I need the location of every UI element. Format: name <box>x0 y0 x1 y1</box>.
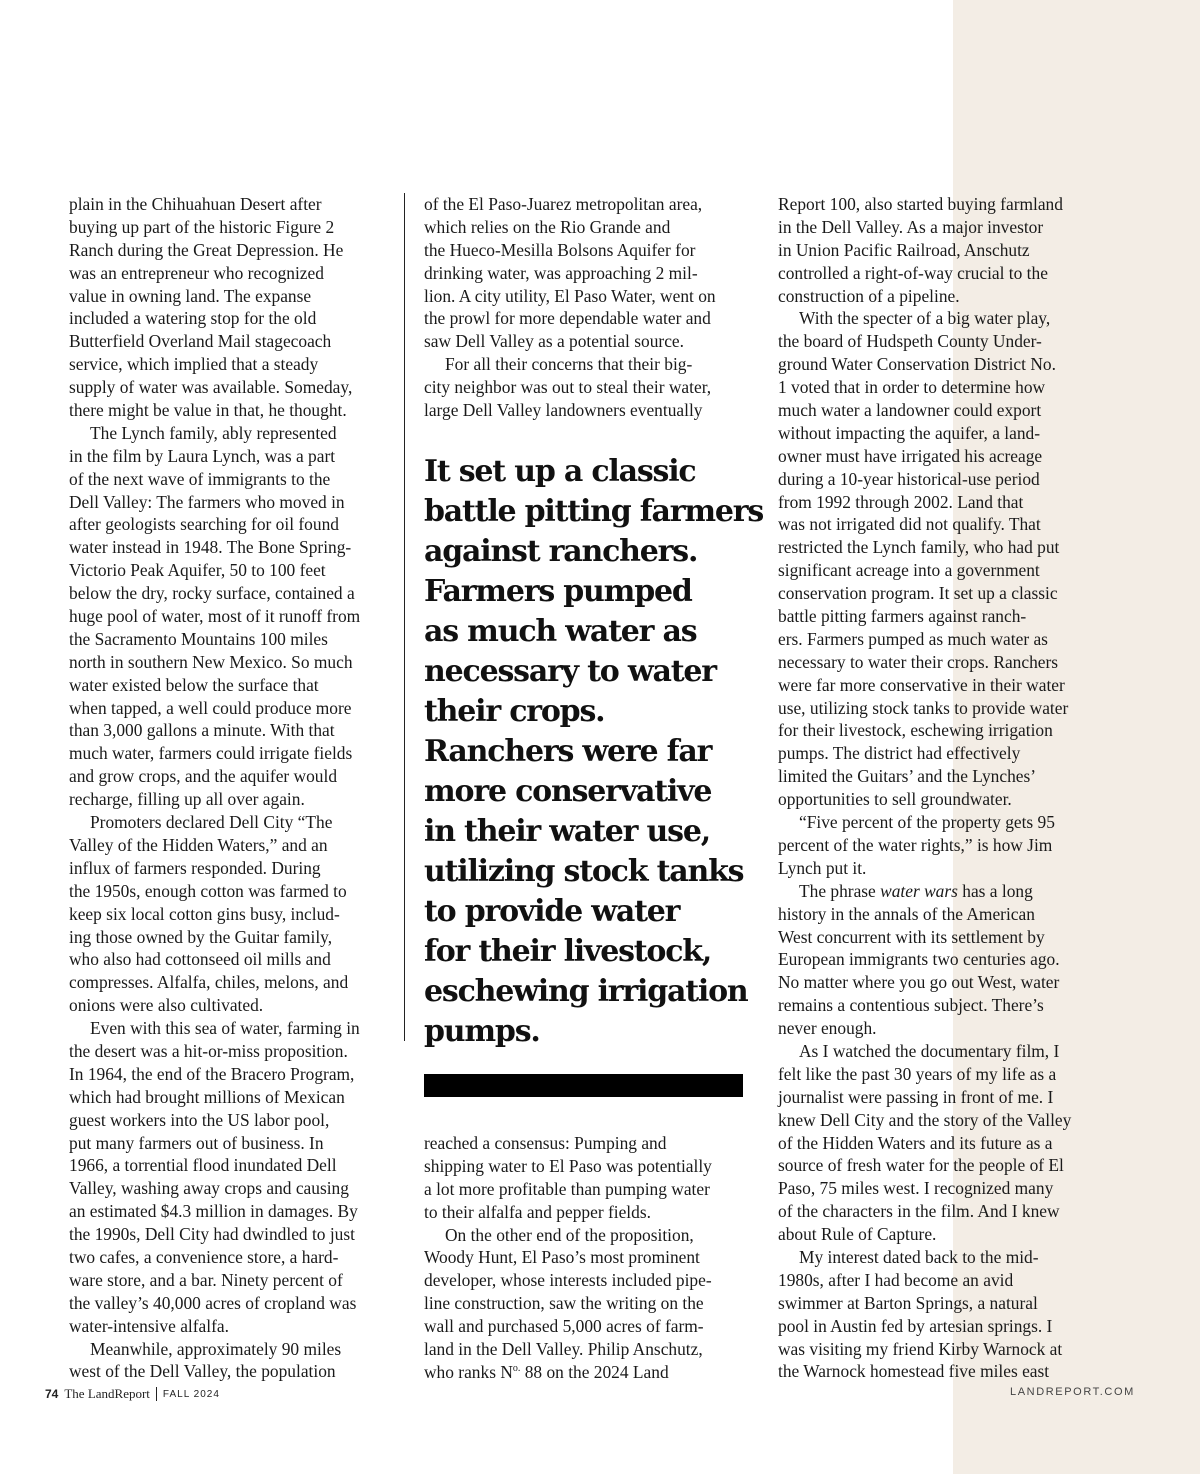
italic-phrase: water wars <box>880 880 958 901</box>
text-line: much water, farmers could irrigate fields <box>69 743 353 764</box>
text-fragment: has a long <box>957 880 1033 901</box>
text-line: For all their concerns that their big- <box>445 354 693 375</box>
pull-quote-line: utilizing stock tanks <box>424 854 744 889</box>
text-line: On the other end of the proposition, <box>445 1224 694 1245</box>
pull-quote-line: in their water use, <box>424 814 710 849</box>
website-label: LANDREPORT.COM <box>1010 1386 1135 1398</box>
pull-quote-line: pumps. <box>424 1014 540 1049</box>
pull-quote-line: battle pitting farmers <box>424 494 764 529</box>
text-line: to their alfalfa and pepper fields. <box>424 1201 651 1222</box>
pull-quote-line: against ranchers. <box>424 534 698 569</box>
text-line: source of fresh water for the people of El <box>778 1155 1064 1176</box>
text-line: when tapped, a well could produce more <box>69 697 352 718</box>
text-line: the Sacramento Mountains 100 miles <box>69 628 328 649</box>
text-line: the 1950s, enough cotton was farmed to <box>69 880 347 901</box>
text-line: large Dell Valley landowners eventually <box>424 400 703 421</box>
text-line: In 1964, the end of the Bracero Program, <box>69 1063 355 1084</box>
text-line: 1980s, after I had become an avid <box>778 1269 1014 1290</box>
text-line: European immigrants two centuries ago. <box>778 949 1060 970</box>
text-line: 1966, a torrential flood inundated Dell <box>69 1155 337 1176</box>
text-line: after geologists searching for oil found <box>69 514 339 535</box>
text-line: the desert was a hit-or-miss proposition. <box>69 1040 348 1061</box>
text-fragment: The phrase <box>799 880 881 901</box>
pull-quote-line: for their livestock, <box>424 934 712 969</box>
text-line: the Hueco-Mesilla Bolsons Aquifer for <box>424 239 696 260</box>
text-line: Lynch put it. <box>778 857 867 878</box>
pull-quote-line: to provide water <box>424 894 680 929</box>
pull-quote-line: Ranchers were far <box>424 734 712 769</box>
text-line: ers. Farmers pumped as much water as <box>778 628 1048 649</box>
text-line: reached a consensus: Pumping and <box>424 1133 667 1153</box>
text-line: was not irrigated did not qualify. That <box>778 514 1041 535</box>
text-line: ing those owned by the Guitar family, <box>69 926 333 947</box>
text-line: never enough. <box>778 1018 877 1039</box>
text-line: Paso, 75 miles west. I recognized many <box>778 1178 1054 1199</box>
text-line: service, which implied that a steady <box>69 354 319 375</box>
footer-separator <box>156 1387 157 1401</box>
text-line: construction of a pipeline. <box>778 285 960 306</box>
text-line: in the Dell Valley. As a major investor <box>778 216 1044 237</box>
text-line: Promoters declared Dell City “The <box>90 812 333 833</box>
text-line: pumps. The district had effectively <box>778 743 1021 764</box>
text-line: of the Hidden Waters and its future as a <box>778 1132 1053 1153</box>
text-line: below the dry, rocky surface, contained a <box>69 583 355 604</box>
text-line: land in the Dell Valley. Philip Anschutz, <box>424 1339 703 1360</box>
text-line: remains a contentious subject. There’s <box>778 995 1044 1016</box>
pull-quote-line: their crops. <box>424 694 605 729</box>
text-line: the prowl for more dependable water and <box>424 308 711 329</box>
text-line: the valley’s 40,000 acres of cropland was <box>69 1292 357 1313</box>
text-line: 1 voted that in order to determine how <box>778 377 1046 398</box>
text-line: city neighbor was out to steal their water, <box>424 377 712 398</box>
text-line: percent of the water rights,” is how Jim <box>778 834 1053 855</box>
pull-quote-line: eschewing irrigation <box>424 974 748 1009</box>
column-2-top <box>424 193 754 422</box>
text-line: journalist were passing in front of me. I <box>778 1086 1054 1107</box>
text-line: ground Water Conservation District No. <box>778 354 1056 375</box>
text-line: than 3,000 gallons a minute. With that <box>69 720 335 741</box>
text-line: Ranch during the Great Depression. He <box>69 239 344 260</box>
text-line: Valley of the Hidden Waters,” and an <box>69 834 328 855</box>
text-line: which had brought millions of Mexican <box>69 1086 345 1107</box>
text-line: history in the annals of the American <box>778 903 1035 924</box>
text-line: “Five percent of the property gets 95 <box>799 812 1055 833</box>
text-line: much water a landowner could export <box>778 400 1042 421</box>
text-line <box>424 1361 754 1384</box>
text-line: plain in the Chihuahuan Desert after <box>69 194 322 214</box>
text-line: a lot more profitable than pumping water <box>424 1178 710 1199</box>
text-line: water-intensive alfalfa. <box>69 1315 229 1336</box>
text-line: who also had cottonseed oil mills and <box>69 949 331 970</box>
text-line: onions were also cultivated. <box>69 995 264 1016</box>
text-line: which relies on the Rio Grande and <box>424 216 671 237</box>
text-line: conservation program. It set up a classic <box>778 583 1058 604</box>
text-line: opportunities to sell groundwater. <box>778 789 1012 810</box>
text-line: the Warnock homestead five miles east <box>778 1361 1050 1382</box>
text-line: the 1990s, Dell City had dwindled to just <box>69 1224 355 1245</box>
column-divider <box>404 193 405 1041</box>
text-line: influx of farmers responded. During <box>69 857 321 878</box>
column-1 <box>69 193 399 1383</box>
pull-quote-line: more conservative <box>424 774 712 809</box>
text-line: battle pitting farmers against ranch- <box>778 606 1027 627</box>
text-fragment: who ranks N <box>424 1361 513 1382</box>
text-line: saw Dell Valley as a potential source. <box>424 331 684 352</box>
text-line: Dell Valley: The farmers who moved in <box>69 491 345 512</box>
text-line: of the characters in the film. And I knew <box>778 1201 1060 1222</box>
text-line: lion. A city utility, El Paso Water, went on <box>424 285 716 306</box>
magazine-brand: The LandReport <box>64 1386 150 1401</box>
text-line: recharge, filling up all over again. <box>69 789 305 810</box>
pull-quote-line: necessary to water <box>424 654 716 689</box>
text-line: Even with this sea of water, farming in <box>90 1018 360 1039</box>
text-line: restricted the Lynch family, who had put <box>778 537 1060 558</box>
pull-quote-line: as much water as <box>424 614 697 649</box>
text-line: of the El Paso-Juarez metropolitan area, <box>424 194 703 214</box>
text-line: controlled a right-of-way crucial to the <box>778 262 1048 283</box>
text-line: drinking water, was approaching 2 mil- <box>424 262 698 283</box>
text-line: value in owning land. The expanse <box>69 285 312 306</box>
text-line: was visiting my friend Kirby Warnock at <box>778 1338 1063 1359</box>
text-line: With the specter of a big water play, <box>799 308 1051 329</box>
text-line: two cafes, a convenience store, a hard- <box>69 1246 339 1267</box>
text-line: water existed below the surface that <box>69 674 319 695</box>
text-line: Report 100, also started buying farmland <box>778 194 1063 214</box>
text-line: shipping water to El Paso was potentially <box>424 1155 712 1176</box>
issue-label: FALL 2024 <box>162 1388 220 1400</box>
text-line: during a 10-year historical-use period <box>778 468 1040 489</box>
text-line: buying up part of the historic Figure 2 <box>69 216 335 237</box>
text-line: use, utilizing stock tanks to provide water <box>778 697 1069 718</box>
text-line: in Union Pacific Railroad, Anschutz <box>778 239 1030 260</box>
text-line: west of the Dell Valley, the population <box>69 1361 336 1382</box>
text-line: developer, whose interests included pipe- <box>424 1270 712 1291</box>
text-line: in the film by Laura Lynch, was a part <box>69 445 336 466</box>
page-number: 74 <box>45 1387 59 1401</box>
text-line: No matter where you go out West, water <box>778 972 1060 993</box>
text-line: about Rule of Capture. <box>778 1224 937 1245</box>
pull-quote <box>424 452 764 1052</box>
text-line: north in southern New Mexico. So much <box>69 651 353 672</box>
text-line: guest workers into the US labor pool, <box>69 1109 330 1130</box>
pull-quote-line: Farmers pumped <box>424 574 692 609</box>
text-line: keep six local cotton gins busy, includ- <box>69 903 340 924</box>
text-line: ware store, and a bar. Ninety percent of <box>69 1269 343 1290</box>
footer-folio <box>45 1386 220 1402</box>
text-line: Victorio Peak Aquifer, 50 to 100 feet <box>69 560 326 581</box>
text-line <box>778 880 1108 903</box>
text-line: owner must have irrigated his acreage <box>778 445 1043 466</box>
text-line: limited the Guitars’ and the Lynches’ <box>778 766 1037 787</box>
text-line: included a watering stop for the old <box>69 308 317 329</box>
pull-quote-line: It set up a classic <box>424 454 696 489</box>
text-line: of the next wave of immigrants to the <box>69 468 331 489</box>
text-line: knew Dell City and the story of the Valley <box>778 1109 1072 1130</box>
text-line: swimmer at Barton Springs, a natural <box>778 1292 1038 1313</box>
text-line: the board of Hudspeth County Under- <box>778 331 1042 352</box>
text-line: West concurrent with its settlement by <box>778 926 1045 947</box>
column-3 <box>778 193 1108 1383</box>
text-line: was an entrepreneur who recognized <box>69 262 324 283</box>
text-line: The Lynch family, ably represented <box>90 422 337 443</box>
text-line: Butterfield Overland Mail stagecoach <box>69 331 332 352</box>
text-line: put many farmers out of business. In <box>69 1132 324 1153</box>
text-fragment: 88 on the 2024 Land <box>520 1361 669 1382</box>
pull-quote-bar <box>424 1074 743 1097</box>
text-line: wall and purchased 5,000 acres of farm- <box>424 1316 704 1337</box>
text-line: for their livestock, eschewing irrigation <box>778 720 1053 741</box>
text-line: and grow crops, and the aquifer would <box>69 766 338 787</box>
text-line: line construction, saw the writing on the <box>424 1293 704 1314</box>
text-line: supply of water was available. Someday, <box>69 377 353 398</box>
column-2-bottom <box>424 1132 754 1384</box>
text-line: felt like the past 30 years of my life as a <box>778 1063 1057 1084</box>
number-abbrev: o. <box>512 1363 521 1375</box>
text-line: My interest dated back to the mid- <box>799 1246 1039 1267</box>
text-line: Woody Hunt, El Paso’s most prominent <box>424 1247 700 1268</box>
text-line: huge pool of water, most of it runoff from <box>69 606 361 627</box>
text-line: from 1992 through 2002. Land that <box>778 491 1024 512</box>
text-line: compresses. Alfalfa, chiles, melons, and <box>69 972 349 993</box>
text-line: necessary to water their crops. Ranchers <box>778 651 1059 672</box>
text-line: Valley, washing away crops and causing <box>69 1178 349 1199</box>
text-line: without impacting the aquifer, a land- <box>778 422 1041 443</box>
text-line: As I watched the documentary film, I <box>799 1040 1060 1061</box>
text-line: Meanwhile, approximately 90 miles <box>90 1338 342 1359</box>
text-line: significant acreage into a government <box>778 560 1040 581</box>
text-line: pool in Austin fed by artesian springs. I <box>778 1315 1053 1336</box>
text-line: were far more conservative in their water <box>778 674 1065 695</box>
text-line: water instead in 1948. The Bone Spring- <box>69 537 352 558</box>
text-line: there might be value in that, he thought. <box>69 400 347 421</box>
text-line: an estimated $4.3 million in damages. By <box>69 1201 358 1222</box>
